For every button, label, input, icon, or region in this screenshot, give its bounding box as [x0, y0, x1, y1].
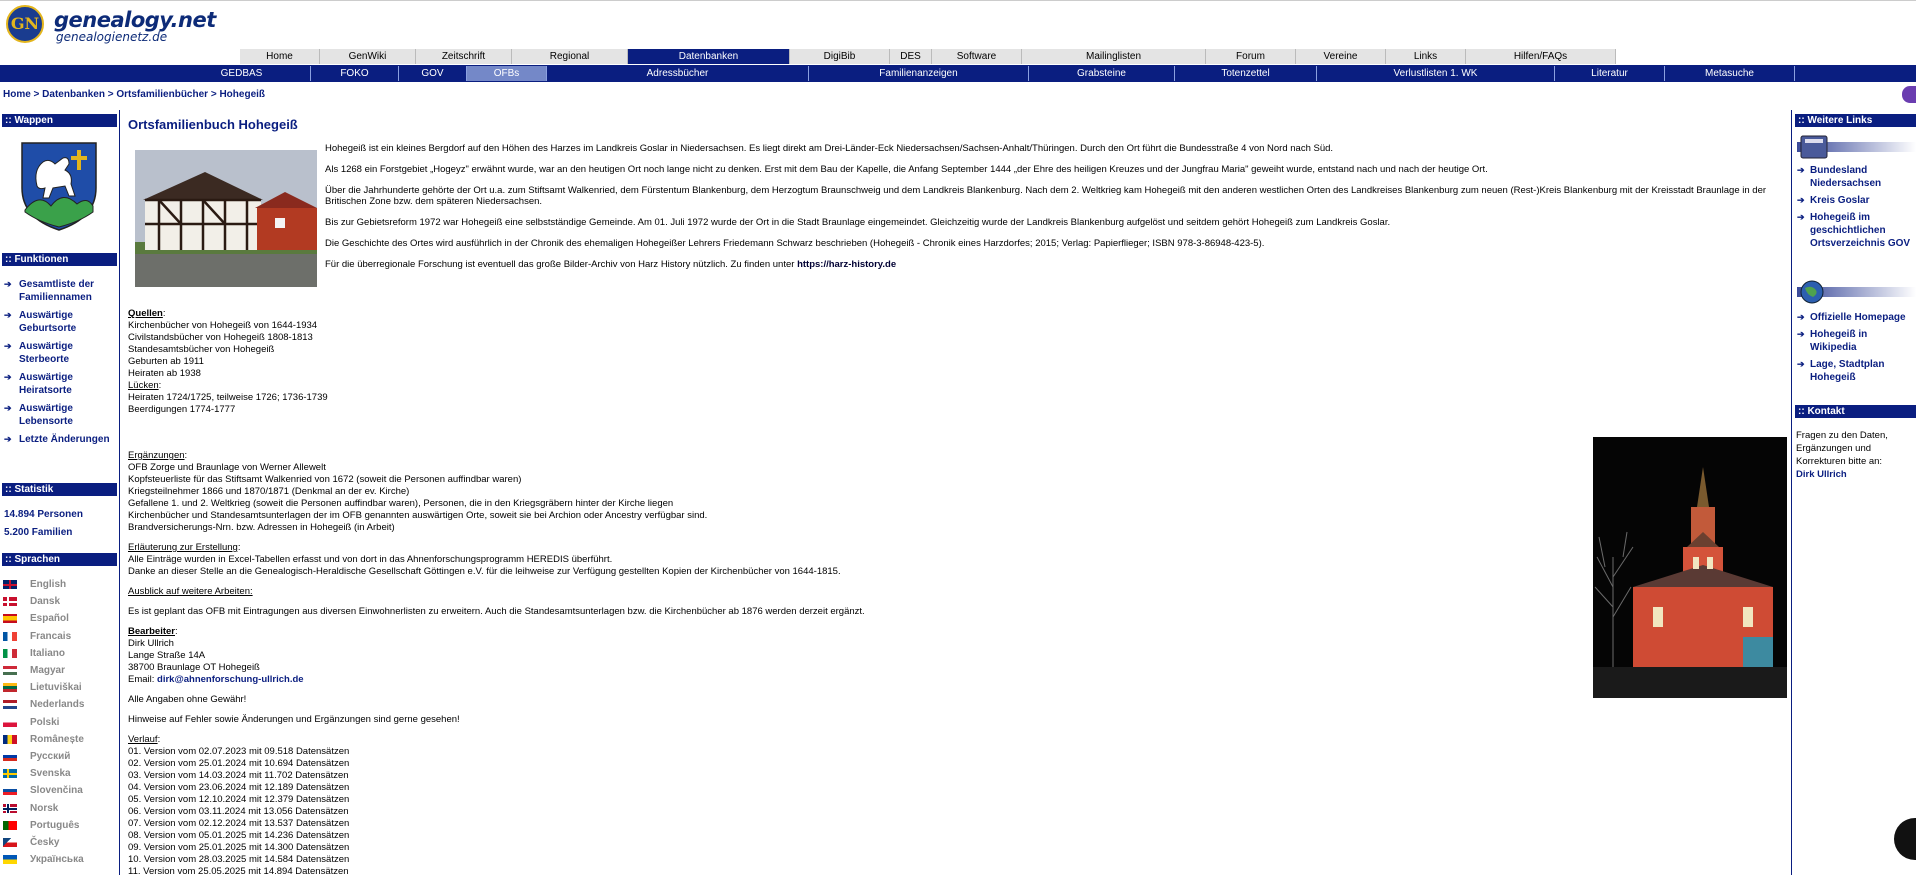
sprachen-header: :: Sprachen [2, 553, 117, 566]
ausblick-block [128, 586, 1578, 618]
bearbeiter-line: 38700 Braunlage OT Hohegeiß [128, 662, 260, 673]
language-name: Românește [30, 733, 84, 745]
luecken-item: Heiraten 1724/1725, teilweise 1726; 1736-1739 [128, 392, 328, 403]
subnav-item-gedbas[interactable]: GEDBAS [173, 66, 311, 81]
language-name: Polski [30, 716, 60, 728]
erlaeuterung-block: Erläuterung zur Erstellung: Alle Einträge wurden in Excel-Tabellen erfasst und von dort in das Ahnenforschungsprogramm HEREDIS überführt. Danke an dieser Stelle an die Genealogisch-Heraldische Gesellschaft Göttingen e.V. für die leihweise zur Verfügung gestellten Kopien der Kirchenbücher von 1644-1815. [128, 542, 1578, 578]
nav-item-software[interactable]: Software [932, 49, 1022, 64]
globe-banner-icon [1797, 279, 1916, 305]
email-link[interactable]: dirk@ahnenforschung-ullrich.de [157, 674, 304, 685]
nav-item-regional[interactable]: Regional [512, 49, 628, 64]
language-item[interactable] [3, 593, 84, 610]
subnav-item-foko[interactable]: FOKO [311, 66, 399, 81]
ergaenzung-item: OFB Zorge und Braunlage von Werner Allewelt [128, 462, 326, 473]
external-link[interactable]: ➔ Bundesland Niedersachsen [1797, 164, 1916, 190]
flag-ru-icon [3, 752, 17, 761]
main-navigation [240, 49, 1616, 64]
bearbeiter-line: Lange Straße 14A [128, 650, 206, 661]
language-item[interactable] [3, 645, 84, 662]
nav-item-genwiki[interactable]: GenWiki [320, 49, 416, 64]
flag-uk-icon [3, 580, 17, 589]
quellen-item: Heiraten ab 1938 [128, 368, 201, 379]
language-item[interactable] [3, 679, 84, 696]
subnav-item-grabsteine[interactable]: Grabsteine [1029, 66, 1175, 81]
language-name: Svenska [30, 768, 71, 780]
external-link[interactable]: ➔ Lage, Stadtplan Hohegeiß [1797, 358, 1916, 384]
language-name: Español [30, 613, 69, 625]
ergaenzungen-block: Ergänzungen: OFB Zorge und Braunlage von Werner Allewelt Kopfsteuerliste für das Stiftsamt Walkenried von 1672 (soweit die Personen auffindbar waren) Kriegsteilnehmer 1866 und 1870/1871 (Denkmal an der ev. Kirche) Gefallene 1. und 2. Weltkrieg (soweit die Personen auffindbar waren), Personen, die in den Kriegsgräbern hinter der Kirche liegen Kirchenbücher und Standesamtsunterlagen der im OFB genannten auswärtigen Orte, soweit sie bei Archion oder Ancestry verfügbar sind. Brandversicherungs-Nrn. bzw. Adressen in Hohegeiß (in Arbeit) [128, 450, 1578, 534]
ergaenzung-item: Gefallene 1. und 2. Weltkrieg (soweit die Personen auffindbar waren), Personen, die in den Kriegsgräbern hinter der Kirche liegen [128, 498, 674, 509]
language-name: Francais [30, 630, 72, 642]
language-name: Slovenčina [30, 785, 83, 797]
version-item: 04. Version vom 23.06.2024 mit 12.189 Datensätzen [128, 782, 350, 793]
language-name: Português [30, 819, 80, 831]
kontakt-name-link[interactable]: Dirk Ullrich [1796, 469, 1847, 480]
village-house-photo [135, 150, 317, 287]
language-name: English [30, 579, 67, 591]
breadcrumb[interactable]: Home > Datenbanken > Ortsfamilienbücher > Hohegeiß [3, 89, 266, 100]
funktion-link[interactable]: ➔ Auswärtige Geburtsorte [3, 309, 118, 335]
verlauf-block: Verlauf: 01. Version vom 02.07.2023 mit 09.518 Datensätzen 02. Version vom 25.01.2024 mit 10.694 Datensätzen 03. Version vom 14.03.2024 mit 11.702 Datensätzen 04. Version vom 23.06.2024 mit 12.189 Datensätzen 05. Version vom 12.10.2024 mit 12.379 Datensätzen 06. Version vom 03.11.2024 mit 13.056 Datensätzen 07. Version vom 02.12.2024 mit 13.537 Datensätzen 08. Version vom 05.01.2025 mit 14.236 Datensätzen 09. Version vom 25.01.2025 mit 14.300 Datensätzen 10. Version vom 28.03.2025 mit 14.584 Datensätzen 11. Version vom 25.05.2025 mit 14.894 Datensätzen [128, 734, 1578, 878]
funktion-link[interactable]: ➔ Auswärtige Lebensorte [3, 402, 118, 428]
language-item[interactable] [3, 851, 84, 868]
language-item[interactable] [3, 576, 84, 593]
quellen-label: Quellen [128, 308, 163, 319]
nav-item-datenbanken[interactable]: Datenbanken [628, 49, 790, 64]
erlaeuterung-item: Danke an dieser Stelle an die Genealogisch-Heraldische Gesellschaft Göttingen e.V. für die leihweise zur Verfügung gestellten Kopien der Kirchenbücher von 1644-1815. [128, 566, 841, 577]
external-link[interactable]: ➔ Hohegeiß in Wikipedia [1797, 328, 1916, 354]
nav-item-home[interactable]: Home [240, 49, 320, 64]
language-item[interactable] [3, 662, 84, 679]
flag-pt-icon [3, 821, 17, 830]
subnav-item-metasuche[interactable]: Metasuche [1665, 66, 1795, 81]
logo-subtitle: genealogienetz.de [56, 30, 168, 44]
weitere-links-list-2 [1797, 311, 1916, 388]
sub-navigation-bar [0, 65, 1916, 82]
subnav-item-familienanzeigen[interactable]: Familienanzeigen [809, 66, 1029, 81]
weitere-links-header: :: Weitere Links [1795, 114, 1916, 127]
funktion-link[interactable]: ➔ Letzte Änderungen [3, 433, 118, 446]
version-item: 02. Version vom 25.01.2024 mit 10.694 Datensätzen [128, 758, 350, 769]
intro-paragraph: Hohegeiß ist ein kleines Bergdorf auf den Höhen des Harzes im Landkreis Goslar in Niedersachsen. Es liegt direkt am Drei-Länder-Eck Niedersachsen/Sachsen-Anhalt/Thüringen. Durch den Ort führt die Bundesstraße 4 von Nord nach Süd. [325, 143, 1334, 154]
language-name: Italiano [30, 647, 66, 659]
quellen-item: Standesamtsbücher von Hohegeiß [128, 344, 275, 355]
nav-item-des[interactable]: DES [890, 49, 932, 64]
gewaehr-text: Alle Angaben ohne Gewähr! [128, 694, 247, 705]
version-item: 10. Version vom 28.03.2025 mit 14.584 Datensätzen [128, 854, 350, 865]
floating-action-button[interactable] [1894, 818, 1916, 860]
language-name: Dansk [30, 596, 61, 608]
logo-title: genealogy.net [54, 8, 216, 32]
subnav-item-literatur[interactable]: Literatur [1555, 66, 1665, 81]
version-item: 06. Version vom 03.11.2024 mit 13.056 Datensätzen [128, 806, 349, 817]
language-list [3, 576, 84, 868]
external-link[interactable]: ➔ Offizielle Homepage [1797, 311, 1916, 324]
subnav-item-gov[interactable]: GOV [399, 66, 467, 81]
language-item[interactable] [3, 731, 84, 748]
hinweise-text: Hinweise auf Fehler sowie Änderungen und Ergänzungen sind gerne gesehen! [128, 714, 460, 725]
erlaeuterung-item: Alle Einträge wurden in Excel-Tabellen erfasst und von dort in das Ahnenforschungsprogramm HEREDIS überführt. [128, 554, 613, 565]
funktion-link[interactable]: ➔ Auswärtige Heiratsorte [3, 371, 118, 397]
intro-paragraph: Als 1268 ein Forstgebiet „Hogeyz" erwähnt wurde, war an den heutigen Ort noch lange nicht zu denken. Erst mit dem Bau der Kapelle, die Anfang September 1444 „der Ehre des heiligen Kreuzes und der Jungfrau Maria" geweiht wurde, entstand nach und nach der heutige Ort. [325, 164, 1488, 175]
intro-paragraph: Die Geschichte des Ortes wird ausführlich in der Chronik des ehemaligen Hohegeißer Lehrers Friedemann Schwarz beschrieben (Hohegeiß - Chronik eines Harzdorfes; 2015; Verlag: Papierflieger; ISBN 978-3-86948-423-5). [325, 238, 1265, 249]
flag-dk-icon [3, 597, 17, 606]
quellen-block: Quellen: Kirchenbücher von Hohegeiß von 1644-1934 Civilstandsbücher von Hohegeiß 1808-1813 Standesamtsbücher von Hohegeiß Geburten ab 1911 Heiraten ab 1938 Lücken: Heiraten 1724/1725, teilweise 1726; 1736-1739 Beerdigungen 1774-1777 [128, 308, 1578, 416]
version-item: 03. Version vom 14.03.2024 mit 11.702 Datensätzen [128, 770, 349, 781]
funktion-link[interactable]: ➔ Gesamtliste der Familiennamen [3, 278, 118, 304]
flag-it-icon [3, 649, 17, 658]
kontakt-text: Fragen zu den Daten, Ergänzungen und Korrekturen bitte an: [1796, 430, 1888, 467]
language-name: Nederlands [30, 699, 85, 711]
harz-history-link[interactable]: https://harz-history.de [797, 259, 897, 270]
subnav-item-adressb-cher[interactable]: Adressbücher [547, 66, 809, 81]
bearbeiter-block: Bearbeiter: Dirk Ullrich Lange Straße 14A 38700 Braunlage OT Hohegeiß Email: dirk@ahnenforschung-ullrich.de [128, 626, 1578, 686]
nav-item-vereine[interactable]: Vereine [1296, 49, 1386, 64]
flag-nl-icon [3, 700, 17, 709]
funktionen-header: :: Funktionen [2, 253, 117, 266]
language-item[interactable] [3, 628, 84, 645]
ausblick-label: Ausblick auf weitere Arbeiten: [128, 586, 253, 597]
harz-history-paragraph [325, 259, 1785, 270]
luecken-label: Lücken [128, 380, 159, 391]
quellen-item: Geburten ab 1911 [128, 356, 204, 367]
language-item[interactable] [3, 610, 84, 627]
ergaenzung-item: Kriegsteilnehmer 1866 und 1870/1871 (Denkmal an der ev. Kirche) [128, 486, 410, 497]
kontakt-box [1796, 429, 1911, 481]
page-title: Ortsfamilienbuch Hohegeiß [128, 117, 298, 132]
language-name: Русский [30, 750, 71, 762]
funktion-link[interactable]: ➔ Auswärtige Sterbeorte [3, 340, 118, 366]
language-item[interactable] [3, 782, 84, 799]
luecken-item: Beerdigungen 1774-1777 [128, 404, 236, 415]
flag-no-icon [3, 804, 17, 813]
language-name: Magyar [30, 665, 66, 677]
ergaenzung-item: Brandversicherungs-Nrn. bzw. Adressen in Hohegeiß (in Arbeit) [128, 522, 395, 533]
ausblick-text: Es ist geplant das OFB mit Eintragungen aus diversen Einwohnerlisten zu erweitern. Auch die Standesamtsunterlagen bzw. die Kirchenbücher ab 1876 werden derzeit ergänzt. [128, 606, 865, 617]
subnav-item-totenzettel[interactable]: Totenzettel [1175, 66, 1317, 81]
nav-item-zeitschrift[interactable]: Zeitschrift [416, 49, 512, 64]
language-item[interactable] [3, 748, 84, 765]
book-banner-icon [1797, 134, 1916, 160]
funktionen-list [3, 278, 118, 451]
wappen-header: :: Wappen [2, 114, 117, 127]
ergaenzung-item: Kirchenbücher und Standesamtsunterlagen der im OFB genannten auswärtigen Orte, soweit sie bei Archion oder Ancestry verfügbar sind. [128, 510, 708, 521]
version-item: 08. Version vom 05.01.2025 mit 14.236 Datensätzen [128, 830, 350, 841]
bearbeiter-label: Bearbeiter [128, 626, 175, 637]
quellen-item: Kirchenbücher von Hohegeiß von 1644-1934 [128, 320, 318, 331]
version-item: 07. Version vom 02.12.2024 mit 13.537 Datensätzen [128, 818, 350, 829]
version-item: 01. Version vom 02.07.2023 mit 09.518 Datensätzen [128, 746, 350, 757]
language-item[interactable] [3, 799, 84, 816]
language-item[interactable] [3, 817, 84, 834]
side-widget-icon[interactable] [1902, 86, 1916, 103]
language-name: Norsk [30, 802, 59, 814]
statistik-header: :: Statistik [2, 483, 117, 496]
version-item: 09. Version vom 25.01.2025 mit 14.300 Datensätzen [128, 842, 350, 853]
flag-es-icon [3, 614, 17, 623]
ergaenzungen-label: Ergänzungen [128, 450, 185, 461]
site-logo[interactable] [6, 5, 306, 43]
stat-personen: 14.894 Personen [4, 509, 83, 520]
weitere-links-list-1 [1797, 164, 1916, 254]
quellen-item: Civilstandsbücher von Hohegeiß 1808-1813 [128, 332, 313, 343]
details-section [128, 308, 1578, 878]
intro-section [325, 143, 1785, 280]
subnav-item-verlustlisten-1-wk[interactable]: Verlustlisten 1. WK [1317, 66, 1555, 81]
flag-sk-icon [3, 786, 17, 795]
version-item: 11. Version vom 25.05.2025 mit 14.894 Datensätzen [128, 866, 349, 877]
coat-of-arms-image [19, 140, 99, 232]
language-item[interactable] [3, 765, 84, 782]
flag-hu-icon [3, 666, 17, 675]
flag-lt-icon [3, 683, 17, 692]
nav-item-links[interactable]: Links [1386, 49, 1466, 64]
stat-familien: 5.200 Familien [4, 527, 73, 538]
erlaeuterung-label: Erläuterung zur Erstellung [128, 542, 238, 553]
intro-paragraph: Über die Jahrhunderte gehörte der Ort u.a. zum Stiftsamt Walkenried, dem Fürstentum Blankenburg, dem Herzogtum Braunschweig und dem Landkreis Blankenburg. Nach dem 2. Weltkrieg kam Hohegeiß mit den anderen westlichen Orten des Landkreises Blankenburg zum neuen (Rest-)Kreis Blankenburg mit der Kreisstadt Braunlage in der Britischen Zone bzw. dem späteren Niedersachsen. [325, 185, 1767, 207]
flag-ua-icon [3, 855, 17, 864]
language-name: Česky [30, 836, 60, 848]
right-column-divider [1791, 110, 1792, 875]
version-item: 05. Version vom 12.10.2024 mit 12.379 Datensätzen [128, 794, 350, 805]
language-item[interactable] [3, 696, 84, 713]
external-link[interactable]: ➔ Kreis Goslar [1797, 194, 1916, 207]
top-border [0, 0, 1916, 1]
subnav-item-ofbs[interactable]: OFBs [467, 66, 547, 81]
language-item[interactable] [3, 714, 84, 731]
harz-history-text: Für die überregionale Forschung ist eventuell das große Bilder-Archiv von Harz History nützlich. Zu finden unter [325, 259, 798, 270]
language-item[interactable] [3, 834, 84, 851]
verlauf-label: Verlauf [128, 734, 158, 745]
email-label: Email: [128, 674, 158, 685]
flag-pl-icon [3, 718, 17, 727]
language-name: Українська [30, 854, 84, 866]
flag-ro-icon [3, 735, 17, 744]
flag-cz-icon [3, 838, 17, 847]
nav-item-forum[interactable]: Forum [1206, 49, 1296, 64]
external-link[interactable]: ➔ Hohegeiß im geschichtlichen Ortsverzeichnis GOV [1797, 211, 1916, 250]
left-column-divider [119, 110, 120, 875]
language-name: Lietuviškai [30, 682, 82, 694]
flag-se-icon [3, 769, 17, 778]
ergaenzung-item: Kopfsteuerliste für das Stiftsamt Walkenried von 1672 (soweit die Personen auffindbar waren) [128, 474, 522, 485]
flag-fr-icon [3, 632, 17, 641]
nav-item-mailinglisten[interactable]: Mailinglisten [1022, 49, 1206, 64]
nav-item-hilfen-faqs[interactable]: Hilfen/FAQs [1466, 49, 1616, 64]
bearbeiter-line: Dirk Ullrich [128, 638, 174, 649]
intro-paragraph: Bis zur Gebietsreform 1972 war Hohegeiß eine selbstständige Gemeinde. Am 01. Juli 1972 wurde der Ort in die Stadt Braunlage eingemeindet. Gleichzeitig wurde der Landkreis Blankenburg aufgelöst und seitdem gehört Hohegeiß zum Landkreis Goslar. [325, 217, 1391, 228]
gn-logo-icon: GN [6, 5, 44, 43]
nav-item-digibib[interactable]: DigiBib [790, 49, 890, 64]
kontakt-header: :: Kontakt [1795, 405, 1916, 418]
church-night-photo [1593, 437, 1787, 698]
